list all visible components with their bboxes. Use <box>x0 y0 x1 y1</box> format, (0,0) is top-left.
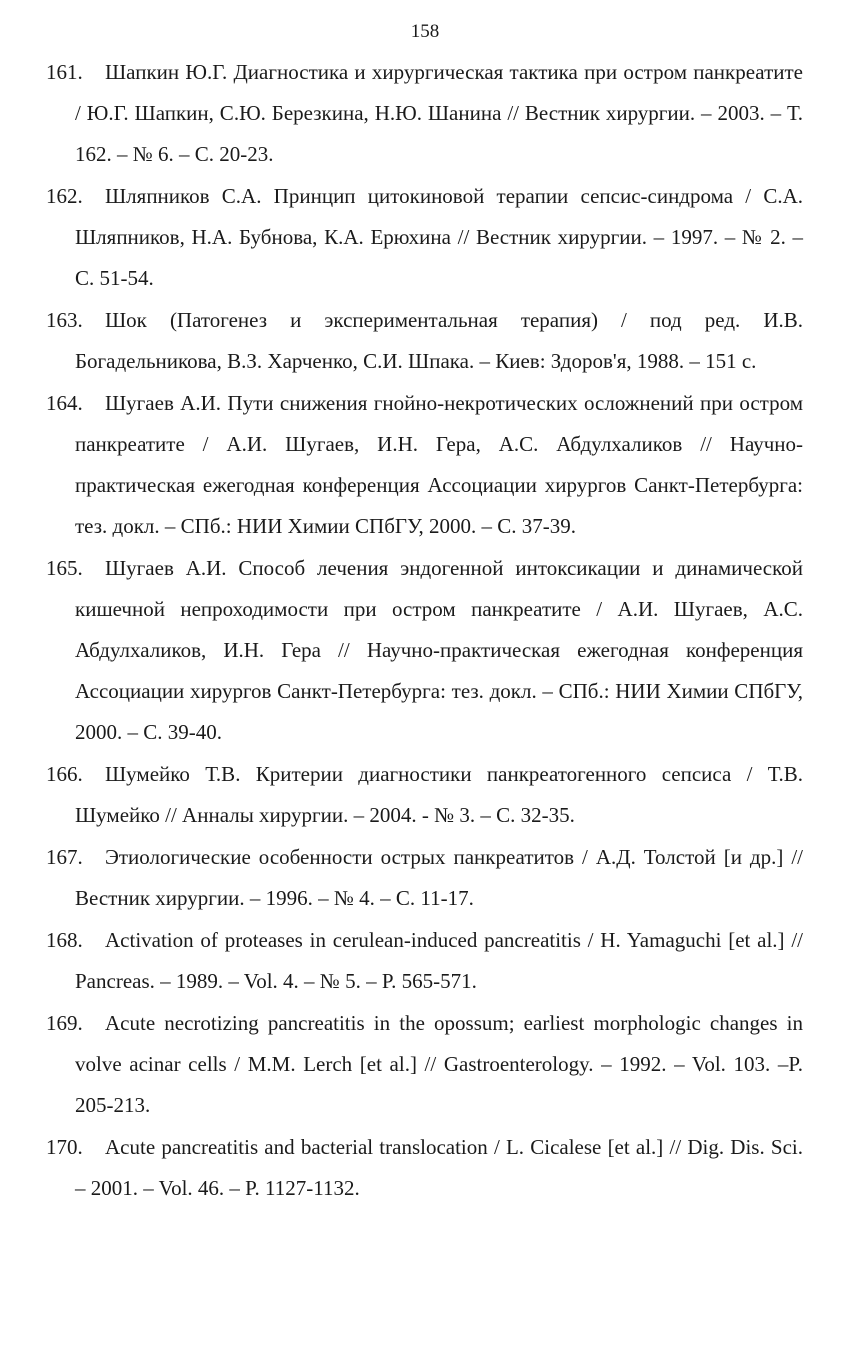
reference-text: Acute pancreatitis and bacterial translocation / L. Cicalese [et al.] // Dig. Dis. Sci. – 2001. – Vol. 46. – P. 1127-1132. <box>75 1135 803 1200</box>
reference-number: 161. <box>46 60 83 84</box>
reference-item <box>46 176 803 299</box>
reference-item <box>46 920 803 1002</box>
reference-number: 162. <box>46 184 83 208</box>
reference-text: Acute necrotizing pancreatitis in the opossum; earliest morphologic changes in volve acinar cells / M.M. Lerch [et al.] // Gastroenterology. – 1992. – Vol. 103. –P. 205-213. <box>75 1011 803 1117</box>
reference-item <box>46 837 803 919</box>
reference-text: Шумейко Т.В. Критерии диагностики панкреатогенного сепсиса / Т.В. Шумейко // Анналы хирургии. – 2004. - № 3. – С. 32-35. <box>75 762 803 827</box>
reference-item <box>46 548 803 753</box>
reference-item <box>46 383 803 547</box>
reference-number: 164. <box>46 391 83 415</box>
reference-text: Шляпников С.А. Принцип цитокиновой терапии сепсис-синдрома / С.А. Шляпников, Н.А. Бубнова, К.А. Ерюхина // Вестник хирургии. – 1997. – № 2. – С. 51-54. <box>75 184 803 290</box>
reference-number: 167. <box>46 845 83 869</box>
reference-text: Шапкин Ю.Г. Диагностика и хирургическая тактика при остром панкреатите / Ю.Г. Шапкин, С.Ю. Березкина, Н.Ю. Шанина // Вестник хирургии. – 2003. – Т. 162. – № 6. – С. 20-23. <box>75 60 803 166</box>
reference-number: 163. <box>46 308 83 332</box>
reference-item <box>46 1127 803 1209</box>
reference-text: Этиологические особенности острых панкреатитов / А.Д. Толстой [и др.] // Вестник хирургии. – 1996. – № 4. – С. 11-17. <box>75 845 803 910</box>
reference-text: Шугаев А.И. Пути снижения гнойно-некротических осложнений при остром панкреатите / А.И. Шугаев, И.Н. Гера, А.С. Абдулхаликов // Научно-практическая ежегодная конференция Ассоциации хирургов Санкт-Петербурга: тез. докл. – СПб.: НИИ Химии СПбГУ, 2000. – С. 37-39. <box>75 391 803 538</box>
reference-text: Шугаев А.И. Способ лечения эндогенной интоксикации и динамической кишечной непроходимости при остром панкреатите / А.И. Шугаев, А.С. Абдулхаликов, И.Н. Гера // Научно-практическая ежегодная конференция Ассоциации хирургов Санкт-Петербурга: тез. докл. – СПб.: НИИ Химии СПбГУ, 2000. – С. 39-40. <box>75 556 803 744</box>
reference-text: Activation of proteases in cerulean-induced pancreatitis / H. Yamaguchi [et al.] // Pancreas. – 1989. – Vol. 4. – № 5. – P. 565-571. <box>75 928 803 993</box>
reference-text: Шок (Патогенез и экспериментальная терапия) / под ред. И.В. Богадельникова, В.З. Харченко, С.И. Шпака. – Киев: Здоров'я, 1988. – 151 с. <box>75 308 803 373</box>
reference-list <box>46 52 803 1210</box>
reference-item <box>46 52 803 175</box>
reference-item <box>46 300 803 382</box>
reference-number: 170. <box>46 1135 83 1159</box>
page-number: 158 <box>410 21 440 42</box>
reference-item <box>46 754 803 836</box>
reference-number: 165. <box>46 556 83 580</box>
reference-number: 166. <box>46 762 83 786</box>
reference-item <box>46 1003 803 1126</box>
reference-number: 169. <box>46 1011 83 1035</box>
reference-number: 168. <box>46 928 83 952</box>
